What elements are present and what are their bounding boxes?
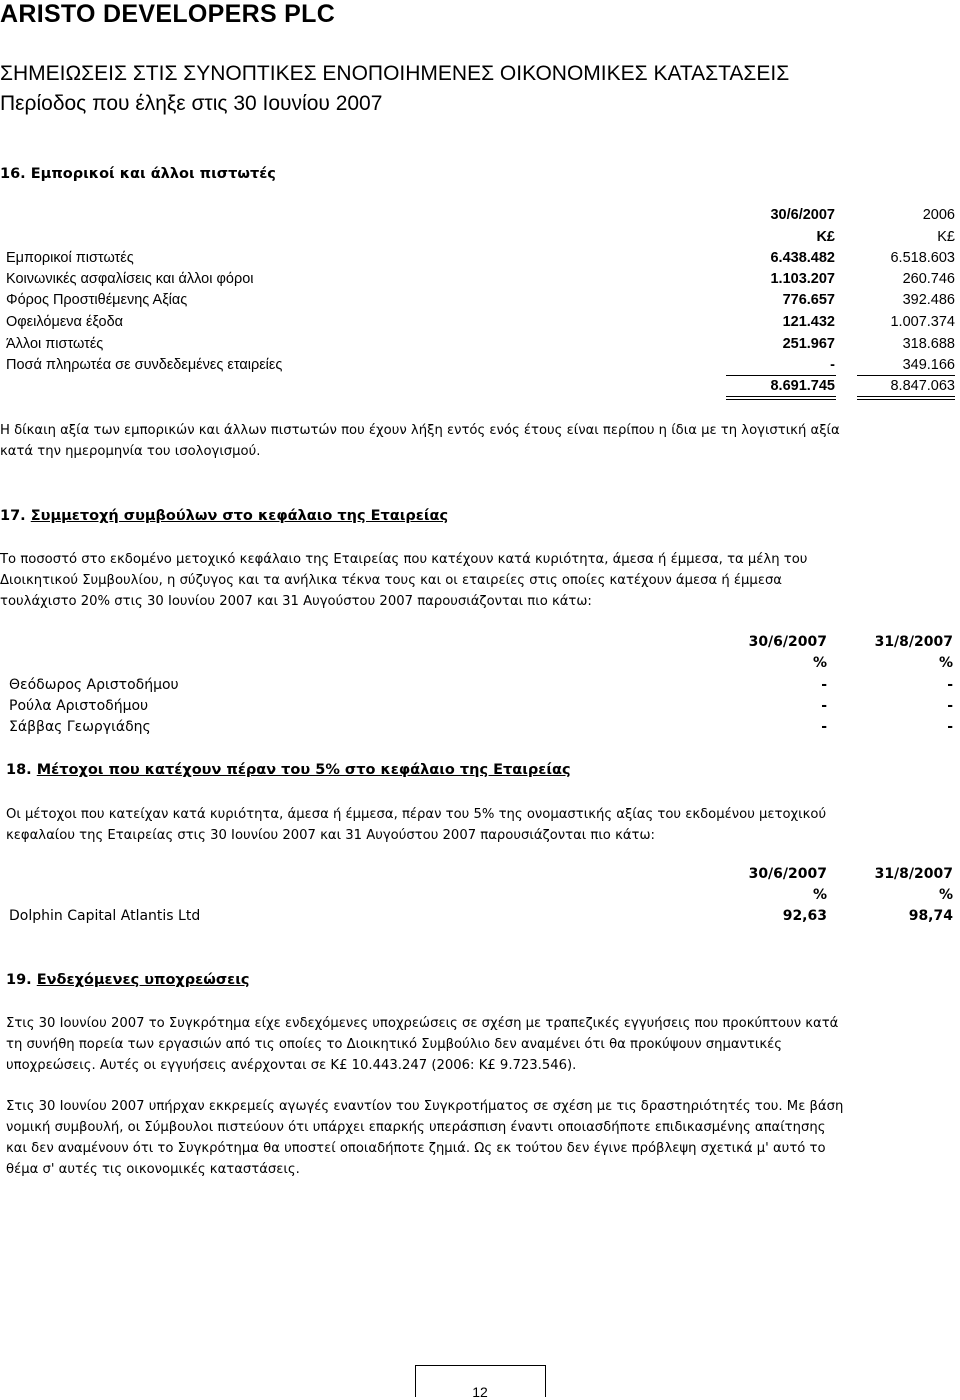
s16-row-value-2006: 392.486 (902, 292, 955, 308)
s16-row-label: Φόρος Προστιθέμενης Αξίας (6, 292, 188, 308)
s17-director-name: Ρούλα Αριστοδήμου (9, 698, 149, 714)
total-double-rule (857, 396, 955, 397)
s17-value-2007-08: - (947, 677, 953, 693)
s17-value-2007-06: - (821, 698, 827, 714)
section-17-title: Συμμετοχή συμβούλων στο κεφάλαιο της Εταιρείας (30, 508, 449, 524)
s16-row-value-2007: - (830, 357, 835, 373)
s16-row-value-2007: 6.438.482 (770, 250, 835, 266)
section-16-heading (0, 166, 276, 182)
s17-value-2007-08: - (947, 698, 953, 714)
s16-row-value-2006: 6.518.603 (890, 250, 955, 266)
total-double-rule (857, 399, 955, 400)
s16-row-value-2006: 1.007.374 (890, 314, 955, 330)
s19-paragraph-2 (6, 1096, 955, 1180)
document-title: ΣΗΜΕΙΩΣΕΙΣ ΣΤΙΣ ΣΥΝΟΠΤΙΚΕΣ ΕΝΟΠΟΙΗΜΕΝΕΣ ΟΙΚΟΝΟΜΙΚΕΣ ΚΑΤΑΣΤΑΣΕΙΣ (0, 62, 790, 85)
s18-value-2007-08: 98,74 (908, 908, 953, 924)
s17-col2-unit: % (938, 655, 953, 671)
s18-col2-unit: % (938, 887, 953, 903)
paragraph-line: τουλάχιστο 20% στις 30 Ιουνίου 2007 και 31 Αυγούστου 2007 παρουσιάζονται πιο κάτω: (0, 594, 592, 609)
s18-shareholder-name: Dolphin Capital Atlantis Ltd (9, 908, 201, 924)
s18-paragraph (6, 804, 955, 846)
paragraph-line: Οι μέτοχοι που κατείχαν κατά κυριότητα, άμεσα ή έμμεσα, πέραν του 5% της ονομαστικής αξίας του εκδομένου μετοχικού (6, 807, 827, 822)
s17-value-2007-08: - (947, 719, 953, 735)
total-double-rule (726, 399, 836, 400)
section-16-title: Εμπορικοί και άλλοι πιστωτές (30, 166, 276, 182)
s17-col2-header: 31/8/2007 (874, 634, 953, 650)
section-19-title: Ενδεχόμενες υποχρεώσεις (36, 972, 250, 988)
paragraph-line: κεφαλαίου της Εταιρείας στις 30 Ιουνίου 2007 και 31 Αυγούστου 2007 παρουσιάζονται πιο κάτω: (6, 828, 655, 843)
s19-paragraph-1 (6, 1013, 955, 1076)
section-17-heading (0, 508, 448, 524)
section-19-number: 19. (6, 972, 32, 988)
section-17-number: 17. (0, 508, 26, 524)
s17-paragraph (0, 549, 955, 612)
s16-row-label: Εμπορικοί πιστωτές (6, 250, 134, 266)
s17-director-name: Θεόδωρος Αριστοδήμου (9, 677, 179, 693)
s18-col1-unit: % (812, 887, 827, 903)
paragraph-line: νομική συμβουλή, οι Σύμβουλοι πιστεύουν ότι υπάρχει επαρκής υπεράσπιση έναντι οποιασδήποτε επιδικασμένης απαίτησης (6, 1120, 826, 1135)
total-double-rule (726, 396, 836, 397)
company-name: ARISTO DEVELOPERS PLC (0, 0, 336, 28)
section-18-title: Μέτοχοι που κατέχουν πέραν του 5% στο κεφάλαιο της Εταιρείας (36, 762, 571, 778)
s16-row-value-2007: 1.103.207 (770, 271, 835, 287)
paragraph-line: Το ποσοστό στο εκδομένο μετοχικό κεφάλαιο της Εταιρείας που κατέχουν κατά κυριότητα, άμεσα ή έμμεσα, τα μέλη του (0, 552, 808, 567)
page-number: 12 (472, 1384, 488, 1400)
s16-total-2007: 8.691.745 (770, 378, 835, 394)
section-16-number: 16. (0, 166, 26, 182)
s17-director-name: Σάββας Γεωργιάδης (9, 719, 151, 735)
s18-col2-header: 31/8/2007 (874, 866, 953, 882)
paragraph-line: θέμα σ' αυτές τις οικονομικές καταστάσεις. (6, 1162, 300, 1177)
s16-col2-header: 2006 (922, 207, 955, 223)
s16-row-label: Οφειλόμενα έξοδα (6, 314, 124, 330)
s16-row-value-2006: 260.746 (902, 271, 955, 287)
s16-total-2006: 8.847.063 (890, 378, 955, 394)
paragraph-line: τη συνήθη πορεία των εργασιών από τις οποίες το Διοικητικό Συμβούλιο δεν αναμένει ότι θα προκύψουν σημαντικές (6, 1037, 782, 1052)
section-19-heading (6, 972, 249, 988)
s17-value-2007-06: - (821, 719, 827, 735)
s16-row-value-2007: 251.967 (782, 336, 835, 352)
paragraph-line: και δεν αναμένουν ότι το Συγκρότημα θα υποστεί οποιαδήποτε ζημιά. Ως εκ τούτου δεν έγινε πρόβλεψη σχετικά μ' αυτό το (6, 1141, 826, 1156)
s16-col2-currency: Κ£ (937, 229, 955, 245)
s16-row-value-2007: 776.657 (782, 292, 835, 308)
s17-col1-unit: % (812, 655, 827, 671)
s16-row-label: Άλλοι πιστωτές (6, 336, 104, 352)
s16-col1-header: 30/6/2007 (770, 207, 835, 223)
s18-value-2007-06: 92,63 (782, 908, 827, 924)
paragraph-line: κατά την ημερομηνία του ισολογισμού. (0, 444, 261, 459)
paragraph-line: Στις 30 Ιουνίου 2007 υπήρχαν εκκρεμείς αγωγές εναντίον του Συγκροτήματος σε σχέση με τις δραστηριότητές του. Με βάση (6, 1099, 844, 1114)
paragraph-line: Διοικητικού Συμβουλίου, η σύζυγος και τα ανήλικα τέκνα τους και οι εταιρείες στις οποίες κατέχουν άμεσα ή έμμεσα (0, 573, 782, 588)
s16-note (0, 420, 955, 462)
page-number-box-top (415, 1365, 545, 1366)
paragraph-line: Η δίκαιη αξία των εμπορικών και άλλων πιστωτών που έχουν λήξη εντός ενός έτους είναι περίπου η ίδια με τη λογιστική αξία (0, 423, 840, 438)
s16-col1-currency: Κ£ (816, 229, 835, 245)
period-subtitle: Περίοδος που έληξε στις 30 Ιουνίου 2007 (0, 92, 383, 115)
s16-row-value-2006: 318.688 (902, 336, 955, 352)
s16-row-value-2007: 121.432 (782, 314, 835, 330)
paragraph-line: Στις 30 Ιουνίου 2007 το Συγκρότημα είχε ενδεχόμενες υποχρεώσεις σε σχέση με τραπεζικές εγγυήσεις που προκύπτουν κατά (6, 1016, 839, 1031)
section-18-heading (6, 762, 571, 778)
s16-row-label: Ποσά πληρωτέα σε συνδεδεμένες εταιρείες (6, 357, 283, 373)
s17-value-2007-06: - (821, 677, 827, 693)
s17-col1-header: 30/6/2007 (748, 634, 827, 650)
s18-col1-header: 30/6/2007 (748, 866, 827, 882)
s16-row-label: Κοινωνικές ασφαλίσεις και άλλοι φόροι (6, 271, 254, 287)
paragraph-line: υποχρεώσεις. Αυτές οι εγγυήσεις ανέρχονται σε Κ£ 10.443.247 (2006: Κ£ 9.723.546). (6, 1058, 577, 1073)
s16-row-value-2006: 349.166 (902, 357, 955, 373)
subtotal-rule (857, 375, 955, 376)
subtotal-rule (726, 375, 836, 376)
section-18-number: 18. (6, 762, 32, 778)
